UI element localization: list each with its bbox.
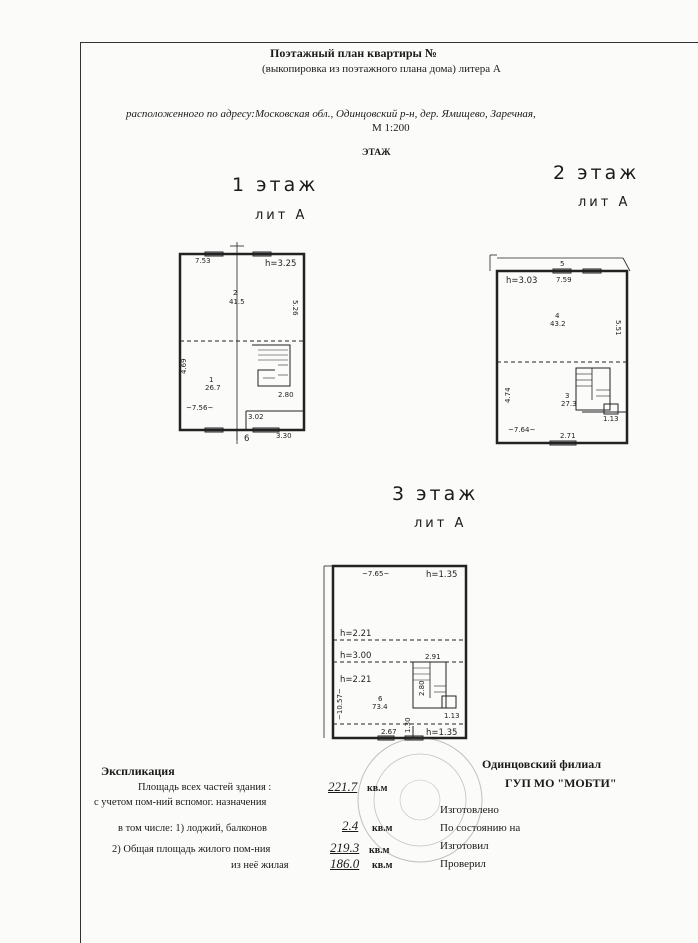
floor2-litera: лит А: [578, 195, 631, 210]
floor1-room2-number: 2: [233, 289, 238, 297]
floor3-height-mid2: h=3.00: [340, 651, 372, 661]
organization-line2: ГУП МО "МОБТИ": [505, 776, 617, 790]
floor1-room2-area: 41.5: [229, 298, 245, 306]
explication-line3-value: 2.4: [342, 818, 359, 833]
stamp-checked: Проверил: [440, 858, 486, 870]
floor3-height-mid3: h=2.21: [340, 675, 372, 685]
floor2-room4-number: 4: [555, 312, 560, 320]
floor1-dim-bottom-right: 3.30: [276, 432, 292, 440]
explication-line3: в том числе: 1) лоджий, балконов: [118, 823, 267, 834]
floor1-dim-bottom: ~7.56~: [186, 404, 214, 412]
floor1-dim-left: 4.69: [180, 358, 188, 374]
floor3-dim-bottom-2: 1.30: [404, 717, 412, 733]
floor1-heading: 1 этаж: [232, 174, 319, 196]
document-subtitle: (выкопировка из поэтажного плана дома) литера А: [262, 63, 501, 75]
stamp-made: Изготовлено: [440, 804, 499, 816]
floor2-dim-bottom: ~7.64~: [508, 426, 536, 434]
explication-line4-unit: кв.м: [369, 845, 390, 856]
explication-line2-value: 221.7: [328, 779, 358, 794]
floor2-dim-bottom-mid: 2.71: [560, 432, 576, 440]
stamp-state: По состоянию на: [440, 822, 521, 834]
floor3-height-top: h=1.35: [426, 570, 458, 580]
floor2-dim-small: 1.13: [603, 415, 619, 423]
floor2-dim-right: 5.51: [614, 320, 622, 336]
explication-line5-value: 186.0: [330, 856, 360, 871]
floor3-height-mid1: h=2.21: [340, 629, 372, 639]
floor2-dim-top: 5: [560, 260, 565, 268]
floor1-room1-number: 1: [209, 376, 214, 384]
floor1-plan: [180, 242, 304, 444]
floor3-room6-number: 6: [378, 695, 383, 703]
floor3-room6-area: 73.4: [372, 703, 388, 711]
floor2-room3-area: 27.3: [561, 400, 577, 408]
floor3-dim-stair-height: 2.80: [418, 680, 426, 696]
floor3-dim-top: ~7.65~: [362, 570, 390, 578]
explication-line5-unit: кв.м: [372, 860, 393, 871]
floor2-heading: 2 этаж: [553, 162, 640, 184]
explication-heading: Экспликация: [101, 764, 175, 778]
floor3-dim-stair-width: 2.91: [425, 653, 441, 661]
floor2-room4-area: 43.2: [550, 320, 566, 328]
document-title: Поэтажный план квартиры №: [270, 46, 437, 60]
explication-line1: Площадь всех частей здания :: [138, 782, 272, 793]
floor-label: ЭТАЖ: [362, 148, 391, 158]
floor1-axis-label: 6: [244, 434, 250, 444]
document-address: расположенного по адресу:Московская обл., Одинцовский р-н, дер. Ямищево, Заречная,: [126, 108, 536, 120]
explication-line4-value: 219.3: [330, 840, 360, 855]
floor1-room1-area: 26.7: [205, 384, 221, 392]
floor2-room3-number: 3: [565, 392, 570, 400]
floor3-heading: 3 этаж: [392, 483, 479, 505]
floor3-height-bottom: h=1.35: [426, 728, 458, 738]
floor1-height: h=3.25: [265, 259, 297, 269]
floor3-dim-small: 1.13: [444, 712, 460, 720]
stamp-made-by: Изготовил: [440, 840, 489, 852]
explication-line2-unit: кв.м: [367, 783, 388, 794]
organization-line1: Одинцовский филиал: [482, 757, 602, 771]
floor1-dim-stair: 3.02: [248, 413, 264, 421]
floor1-dim-right: 5.26: [291, 300, 299, 316]
floor2-dim-left: 4.74: [504, 387, 512, 403]
explication-line3-unit: кв.м: [372, 823, 393, 834]
document-scale: М 1:200: [372, 122, 410, 134]
explication-line5: из неё жилая: [231, 860, 289, 871]
floor1-litera: лит А: [255, 208, 308, 223]
floor3-dim-bottom: 2.67: [381, 728, 397, 736]
floor3-litera: лит А: [414, 516, 467, 531]
floor1-dim-top: 7.53: [195, 257, 211, 265]
floor3-dim-left: ~10.57~: [336, 688, 344, 720]
explication-line4: 2) Общая площадь жилого пом-ния: [112, 844, 271, 855]
floor2-height: h=3.03: [506, 276, 538, 286]
explication-line2: с учетом пом-ний вспомог. назначения: [94, 797, 267, 808]
floor2-dim-inner-top: 7.59: [556, 276, 572, 284]
floor1-dim-inner: 2.80: [278, 391, 294, 399]
